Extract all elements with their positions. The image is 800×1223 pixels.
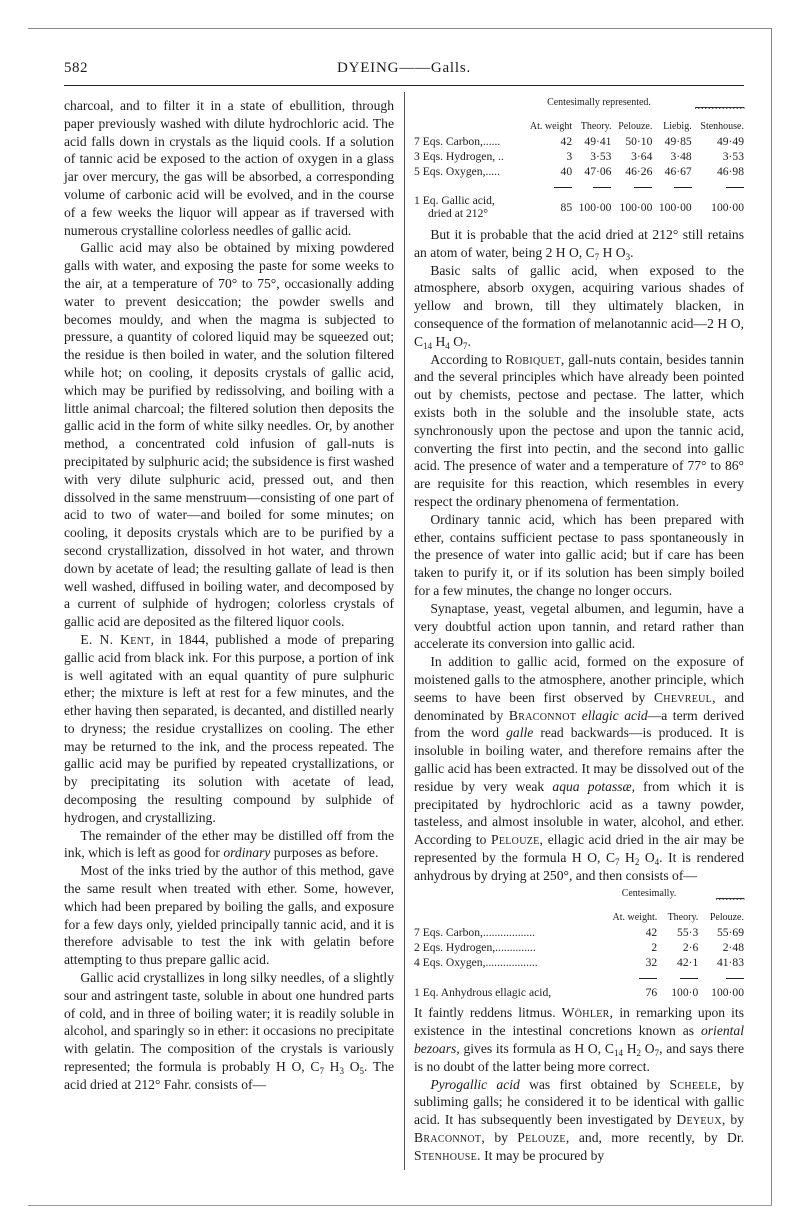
sum-line (726, 978, 744, 979)
table-row: 5 Eqs. Oxygen,..... 40 47·06 46·26 46·67 46·98 (414, 165, 744, 178)
column-header: Pelouze. (618, 121, 653, 132)
table-total-row: 1 Eq. Gallic acid, dried at 212° 85 100·00 100·00 100·00 100·00 (414, 194, 744, 220)
sum-line (554, 187, 572, 188)
sum-line (593, 187, 611, 188)
sum-line (674, 187, 692, 188)
table-brace: ⎴⎴⎴⎴⎴⎴⎴⎴⎴⎴⎴⎴⎴⎴ (695, 108, 744, 119)
sum-line (726, 187, 744, 188)
page-border-right (771, 28, 772, 1206)
paragraph: The remainder of the ether may be distilled off from the ink, which is left as good for ordinary purposes as before. (64, 827, 394, 861)
column-divider (404, 92, 405, 1170)
table-row: 4 Eqs. Oxygen,.................. 32 42·1 41·83 (414, 956, 744, 970)
column-header: At. weight (529, 121, 573, 132)
author-name: Pelouze, (517, 1130, 570, 1146)
sum-line (634, 187, 652, 188)
running-head: DYEING——Galls. (336, 60, 472, 76)
paragraph: Synaptase, yeast, vegetal albumen, and legumin, have a very doubtful action upon tannin, and retard rather than accelerate its conversion into gallic acid. (414, 600, 744, 652)
paragraph: Pyrogallic acid was first obtained by Scheele, by subliming galls; he considered it to be identical with gallic acid. It has subsequently been investigated by Deyeux, by Braconnot, by Pelouze, and, more recently, by Dr. Stenhouse. It may be procured by (414, 1076, 745, 1163)
table-row: 7 Eqs. Carbon,.................. 42 55·3 55·69 (414, 926, 744, 940)
sum-line (639, 978, 657, 979)
table-caption: Centesimally represented. (547, 97, 651, 108)
page-number: 582 (64, 60, 88, 76)
paragraph: charcoal, and to filter it in a state of ebullition, through paper previously washed with dilute hydrochloric acid. The acid falls down in crystals as the liquid cools. If a solution of tannic acid be exposed to the action of oxygen in a glass jar over mercury, the gas will be absorbed, a corresponding volume of carbonic acid will be evolved, and in the course of a few weeks the liquor will appear as if traversed with numerous crystalline colorless needles of gallic acid. (64, 98, 394, 238)
page-border-bottom (28, 1205, 772, 1206)
gallic-acid-composition-table (414, 97, 744, 220)
column-header: Theory. (580, 121, 612, 132)
author-name: Stenhouse. (414, 1147, 481, 1163)
paragraph: E. N. Kent, in 1844, published a mode of preparing gallic acid from black ink. For this purpose, a portion of ink is well agitated with an equal quantity of pure sulphuric ether; the mixture is left at rest for a few minutes, and the ether having then separated, is decanted, and distilled nearly to dryness; the residue crystallizes on cooling. The ether may be returned to the ink, and the process repeated. The gallic acid may be purified by repeated crystallizations, or by precipitating its solution with acetate of lead, decomposing the resulting compound by sulphide of hydrogen, and crystallizing. (64, 631, 394, 825)
header-rule (64, 85, 744, 86)
author-name: Braconnot (508, 707, 577, 723)
left-column (64, 97, 394, 1094)
column-header: Stenhouse. (700, 121, 744, 132)
table-brace: ⎴⎴⎴⎴⎴⎴⎴⎴ (716, 899, 744, 911)
page-border-top (28, 28, 772, 29)
column-header: Pelouze. (709, 912, 744, 924)
paragraph: Most of the inks tried by the author of this method, gave the same result when treated with ether. Some, however, which had been prepared by boiling the galls, and exposure for a few days only, yielded principally tannic acid, and it is therefore advisable to test the ink with gelatin before attempting to thus prepare gallic acid. (64, 863, 394, 968)
ellagic-acid-composition-table (414, 888, 744, 1000)
author-name: Wöhler, (561, 1005, 614, 1021)
paragraph: According to Robiquet, gall-nuts contain, besides tannin and the several principles which have already been pointed out by chemists, pectose and pectase. The latter, which exists both in the soluble and the insoluble state, acts synchronously upon the pectose and upon the tannic acid, converting the first into pectin, and the second into gallic acid. The presence of water and a temperature of 77° to 86° are requisite for this reaction, which resembles in every respect the ordinary phenomena of fermentation. (414, 351, 744, 509)
paragraph: Basic salts of gallic acid, when exposed to the atmosphere, absorb oxygen, acquiring various shades of yellow and brown, till they ultimately blacken, in consequence of the formation of melanotannic acid—2 H O, $C_{14}$ $H_4$ $O_7$. (414, 262, 744, 351)
column-header: At. weight. (612, 912, 658, 924)
table-total-row: 1 Eq. Anhydrous ellagic acid, 76 100·0 100·00 (414, 986, 744, 1000)
right-column (414, 97, 744, 1165)
table-row: 7 Eqs. Carbon,...... 42 49·41 50·10 49·85 49·49 (414, 135, 744, 148)
paragraph: Gallic acid crystallizes in long silky needles, of a slightly sour and astringent taste, soluble in about one hundred parts of cold, and in three of boiling water; it is readily soluble in alcohol, and sparingly so in ether: it occasions no precipitate with gelatin. The composition of the crystals is variously represented; the formula is probably H O, $C_7$ $H_3$ $O_5$. The acid dried at 212° Fahr. consists of— (64, 970, 395, 1092)
paragraph: But it is probable that the acid dried at 212° still retains an atom of water, being 2 H O, $C_7$ H $O_3$. (414, 227, 744, 262)
paragraph: Ordinary tannic acid, which has been prepared with ether, contains sufficient pectase to pass spontaneously in the presence of water into gallic acid; but if care has been taken to purify it, or if its solution has been simply boiled for a few minutes, the change no longer occurs. (414, 511, 744, 598)
author-name: Chevreul, (653, 689, 716, 705)
column-header: Theory. (667, 912, 699, 924)
paragraph: In addition to gallic acid, formed on the exposure of moistened galls to the atmosphere, another principle, which seems to have been first observed by Chevreul, and denominated by Braconnot ellagic acid—a term derived from the word galle read backwards—is produced. It is insoluble in boiling water, and therefore remains after the gallic acid has been extracted. It may be dissolved out of the residue by very weak aqua potassæ, from which it is precipitated by hydrochloric acid as a tawny powder, tasteless, and almost insoluble in water, alcohol, and ether. According to Pelouze, ellagic acid dried in the air may be represented by the formula H O, $C_7$ $H_2$ $O_4$. It is rendered anhydrous by drying at 250°, and then consists of— (414, 654, 745, 883)
author-name: Scheele, (669, 1076, 722, 1092)
paragraph: Gallic acid may also be obtained by mixing powdered galls with water, and exposing the paste for some weeks to the air, at a temperature of 70° to 75°, occasionally adding water to prevent desiccation; the powder swells and becomes mouldy, and when the magma is subjected to pressure, a quantity of colored liquid may be squeezed out; the residue is then boiled in water, and the solution filtered while hot; on cooling, it deposits crystals of gallic acid, which may be purified by redissolving, and boiling with a little animal charcoal; the filtered solution then deposits the gallic acid in the form of white silky needles. Or, by another method, a concentrated cold infusion of gall-nuts is precipitated by sulphuric acid; the subsidence is first washed with very dilute sulphuric acid, pressed out, and then dissolved in the same menstruum—consisting of one part of acid to two of water—and boiled for some minutes; on cooling, it deposits crystals which are to be purified by a second crystallization, dissolved in hot water, and thrown down by acetate of lead; the resulting gallate of lead is then well washed, diffused in boiling water, and decomposed by a current of sulphide of hydrogen; colorless crystals of gallic acid are deposited as the filtered liquor cools. (64, 240, 394, 630)
author-name: Deyeux, (676, 1112, 726, 1128)
paragraph: It faintly reddens litmus. Wöhler, in remarking upon its existence in the intestinal concretions known as oriental bezoars, gives its formula as H O, $C_{14}$ $H_2$ $O_7$, and says there is no doubt of the latter being more correct. (414, 1005, 744, 1074)
table-row: 2 Eqs. Hydrogen,.............. 2 2·6 2·48 (414, 941, 744, 955)
sum-line (680, 978, 698, 979)
page-header (64, 60, 744, 82)
table-row: 3 Eqs. Hydrogen, .. 3 3·53 3·64 3·48 3·53 (414, 150, 744, 163)
author-name: Braconnot, (414, 1130, 486, 1146)
column-header: Liebig. (663, 121, 692, 132)
author-name: Robiquet, (505, 351, 565, 367)
table-caption: Centesimally. (621, 888, 677, 900)
author-name: Pelouze, (491, 832, 544, 848)
author-name: E. N. Kent, (80, 631, 155, 647)
